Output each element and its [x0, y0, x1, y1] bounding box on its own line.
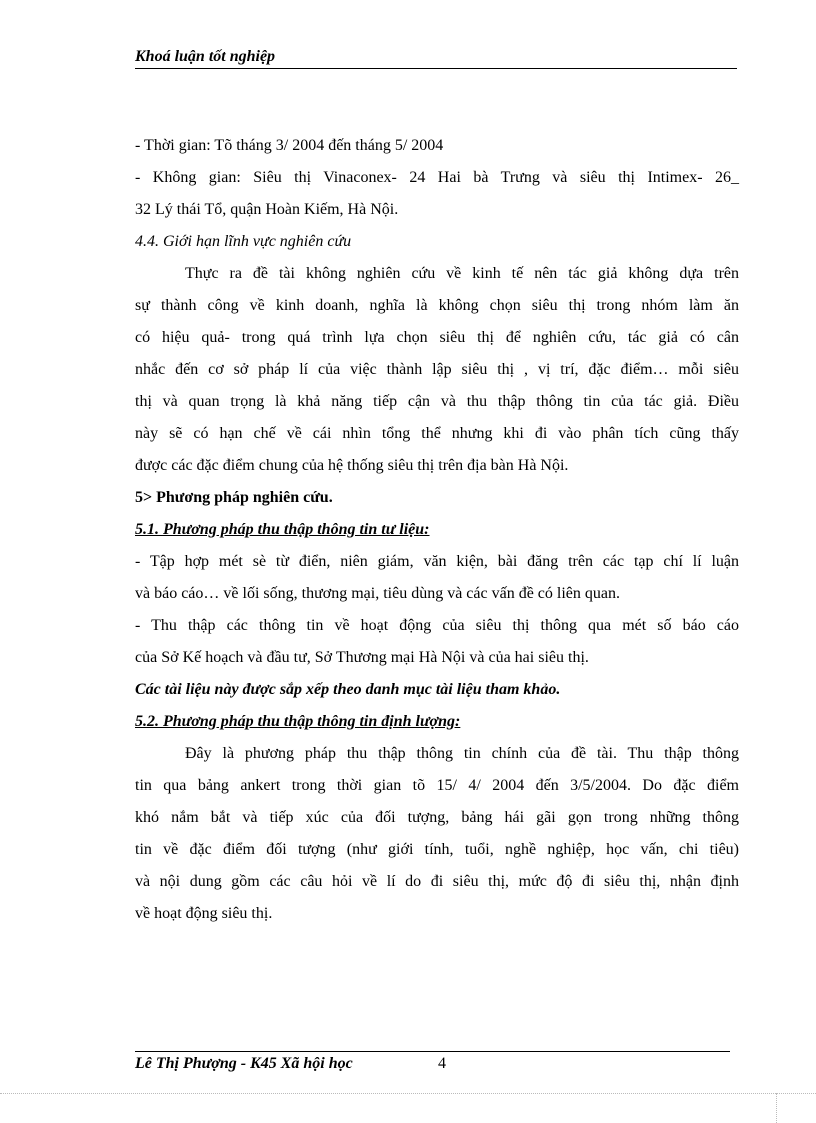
footer-author: Lê Thị Phượng - K45 Xã hội học: [135, 1055, 353, 1072]
section-5-1-heading: 5.1. Phương pháp thu thập thông tin tư liệu:: [135, 521, 430, 538]
paragraph-line: sự thành công về kinh doanh, nghĩa là không chọn siêu thị trong nhóm làm ăn: [135, 297, 739, 314]
paragraph-5-1a: [135, 546, 739, 610]
page-edge-guide: [0, 1093, 816, 1094]
paragraph-line: Thực ra đề tài không nghiên cứu về kinh tế nên tác giả không dựa trên: [185, 265, 739, 282]
paragraph-line: thị và quan trọng là khả năng tiếp cận và thu thập thông tin của tác giả. Điều: [135, 393, 739, 410]
footer-rule: [135, 1051, 730, 1052]
paragraph-5-1b: [135, 610, 739, 674]
paragraph-line: có hiệu quả- trong quá trình lựa chọn siêu thị để nghiên cứu, tác giả có cân: [135, 329, 739, 346]
paragraph-line: tin về đặc điểm đối tượng (như giới tính, tuổi, nghề nghiệp, học vấn, chi tiêu): [135, 841, 739, 858]
paragraph-line: - Tập hợp mét sè từ điển, niên giám, văn kiện, bài đăng trên các tạp chí lí luận: [135, 553, 739, 570]
document-body: [135, 130, 739, 930]
page-edge-guide-vertical: [776, 1093, 777, 1123]
space-line-1: - Không gian: Siêu thị Vinaconex- 24 Hai bà Trưng và siêu thị Intimex- 26_: [135, 169, 739, 186]
space-line-2: 32 Lý thái Tổ, quận Hoàn Kiếm, Hà Nội.: [135, 201, 399, 218]
paragraph-line: nhắc đến cơ sở pháp lí của việc thành lập siêu thị , vị trí, đặc điểm… mỗi siêu: [135, 361, 739, 378]
paragraph-line: và báo cáo… về lối sống, thương mại, tiêu dùng và các vấn đề có liên quan.: [135, 585, 620, 602]
reference-note: Các tài liệu này được sắp xếp theo danh mục tài liệu tham khảo.: [135, 681, 561, 698]
paragraph-line: tin qua bảng ankert trong thời gian tõ 15/ 4/ 2004 đến 3/5/2004. Do đặc điểm: [135, 777, 739, 794]
paragraph-4-4: [135, 258, 739, 482]
paragraph-line: của Sở Kế hoạch và đầu tư, Sở Thương mại Hà Nội và của hai siêu thị.: [135, 649, 589, 666]
section-5-heading: 5> Phương pháp nghiên cứu.: [135, 489, 333, 506]
paragraph-line: và nội dung gồm các câu hỏi về lí do đi siêu thị, mức độ đi siêu thị, nhận định: [135, 873, 739, 890]
paragraph-line: về hoạt động siêu thị.: [135, 905, 273, 922]
page-number: 4: [438, 1055, 446, 1072]
paragraph-line: Đây là phương pháp thu thập thông tin chính của đề tài. Thu thập thông: [185, 745, 739, 762]
paragraph-line: được các đặc điểm chung của hệ thống siêu thị trên địa bàn Hà Nội.: [135, 457, 569, 474]
section-5-2-heading: 5.2. Phương pháp thu thập thông tin định lượng:: [135, 713, 461, 730]
paragraph-line: - Thu thập các thông tin về hoạt động của siêu thị thông qua mét số báo cáo: [135, 617, 739, 634]
header-title: Khoá luận tốt nghiệp: [135, 48, 276, 65]
paragraph-line: này sẽ có hạn chế về cái nhìn tổng thể nhưng khi đi vào phân tích cũng thấy: [135, 425, 739, 442]
paragraph-5-2: [135, 738, 739, 930]
page-header: [135, 48, 737, 69]
paragraph-line: khó nắm bắt và tiếp xúc của đối tượng, bảng hái gãi gọn trong những thông: [135, 809, 739, 826]
section-4-4-heading: 4.4. Giới hạn lĩnh vực nghiên cứu: [135, 233, 352, 250]
time-line: - Thời gian: Tõ tháng 3/ 2004 đến tháng 5/ 2004: [135, 137, 444, 154]
page-footer: [135, 1055, 353, 1073]
